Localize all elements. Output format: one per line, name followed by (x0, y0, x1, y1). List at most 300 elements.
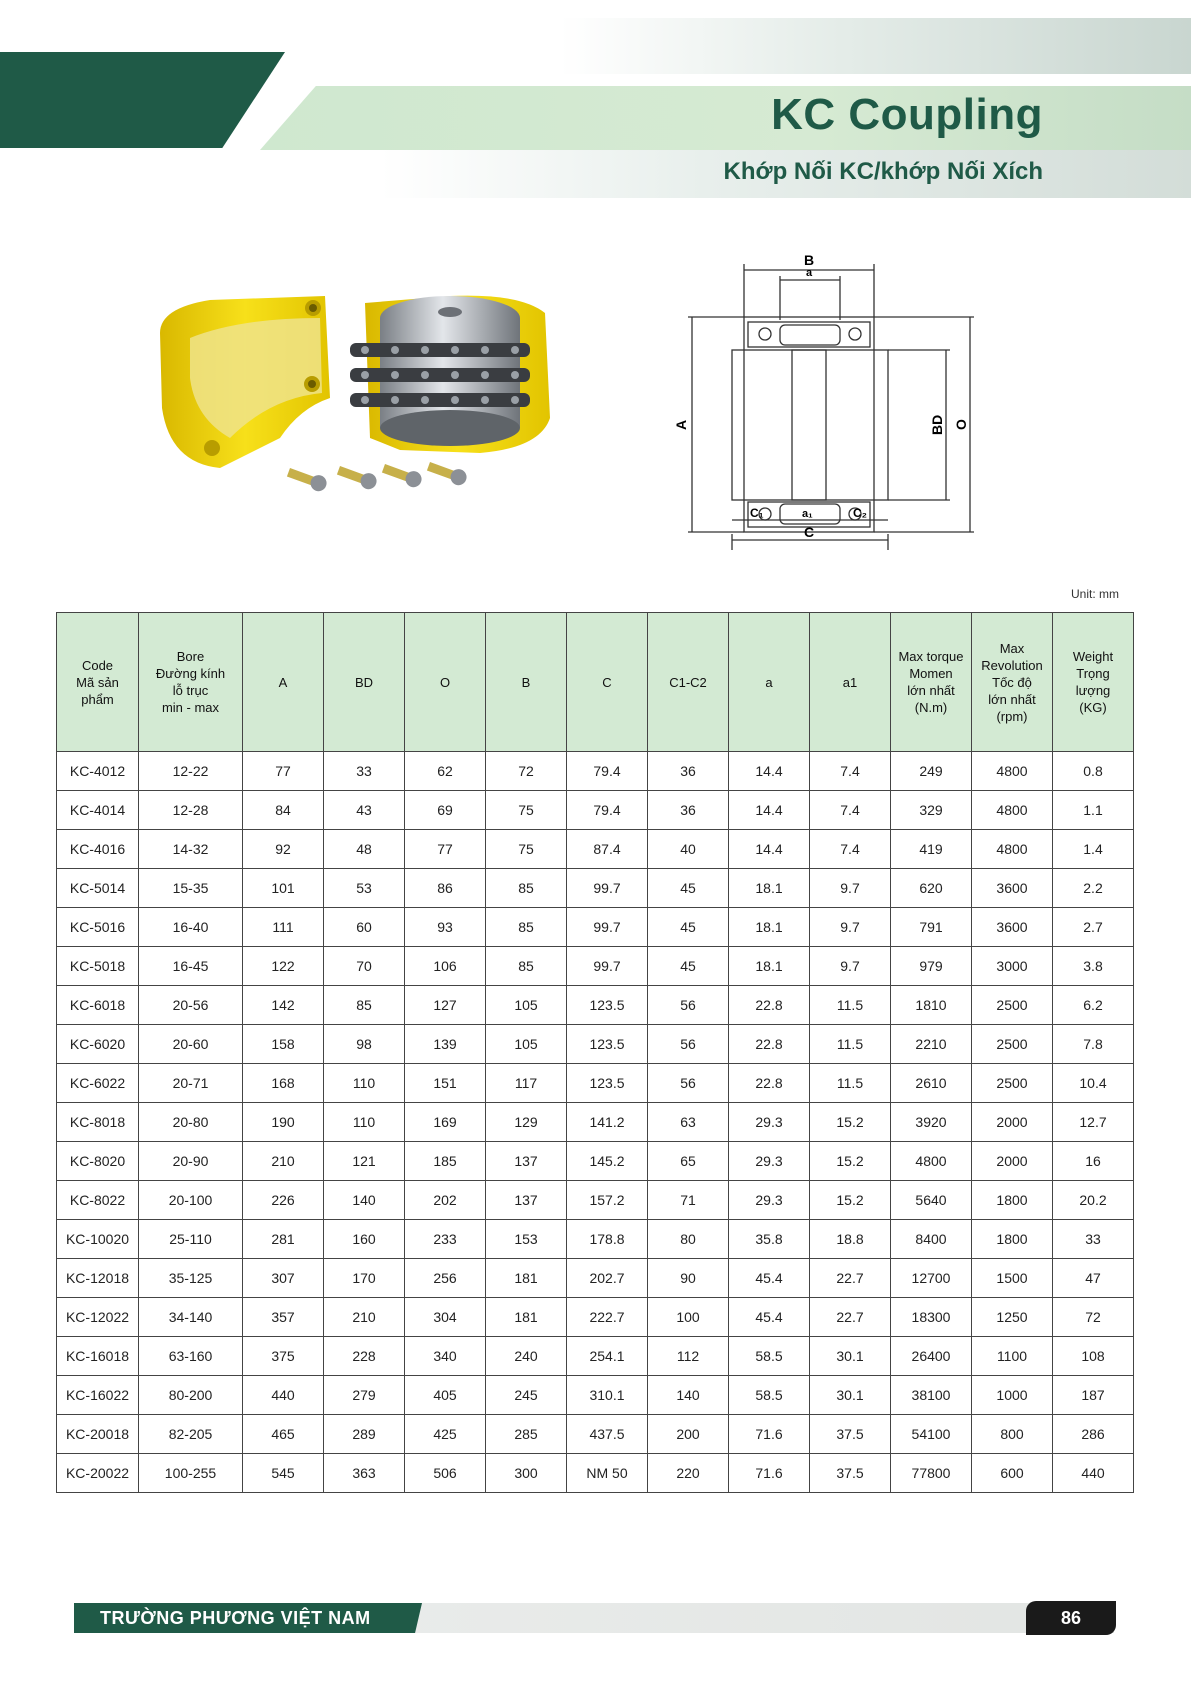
table-cell: NM 50 (567, 1454, 648, 1493)
table-cell: 11.5 (810, 1064, 891, 1103)
table-cell: 20-71 (139, 1064, 243, 1103)
column-header: O (405, 613, 486, 752)
table-cell: 307 (243, 1259, 324, 1298)
table-cell: 22.7 (810, 1298, 891, 1337)
table-cell: 12700 (891, 1259, 972, 1298)
table-cell: 47 (1053, 1259, 1134, 1298)
table-cell: 45 (648, 947, 729, 986)
table-cell: 160 (324, 1220, 405, 1259)
table-header-row (57, 613, 1134, 752)
table-row (57, 830, 1134, 869)
table-cell: 127 (405, 986, 486, 1025)
table-cell: 35.8 (729, 1220, 810, 1259)
column-header: Bore Đường kính lỗ trục min - max (139, 613, 243, 752)
table-row (57, 908, 1134, 947)
spec-table (56, 612, 1134, 1493)
table-cell: 20-80 (139, 1103, 243, 1142)
column-header: Max Revolution Tốc độ lớn nhất (rpm) (972, 613, 1053, 752)
table-cell: 256 (405, 1259, 486, 1298)
table-cell: 1800 (972, 1220, 1053, 1259)
table-cell: 226 (243, 1181, 324, 1220)
table-cell: KC-4012 (57, 752, 139, 791)
table-row (57, 1454, 1134, 1493)
table-cell: 85 (486, 869, 567, 908)
table-row (57, 1337, 1134, 1376)
table-cell: 228 (324, 1337, 405, 1376)
table-cell: 112 (648, 1337, 729, 1376)
table-cell: 329 (891, 791, 972, 830)
table-cell: 4800 (891, 1142, 972, 1181)
table-cell: 22.7 (810, 1259, 891, 1298)
table-cell: 40 (648, 830, 729, 869)
table-cell: 1500 (972, 1259, 1053, 1298)
table-cell: 202.7 (567, 1259, 648, 1298)
table-cell: 20-100 (139, 1181, 243, 1220)
table-cell: 63-160 (139, 1337, 243, 1376)
table-cell: 20-90 (139, 1142, 243, 1181)
table-cell: 45.4 (729, 1259, 810, 1298)
table-cell: 99.7 (567, 947, 648, 986)
table-cell: 145.2 (567, 1142, 648, 1181)
table-cell: 419 (891, 830, 972, 869)
table-cell: 240 (486, 1337, 567, 1376)
table-cell: 181 (486, 1259, 567, 1298)
table-cell: KC-8018 (57, 1103, 139, 1142)
table-cell: 36 (648, 791, 729, 830)
table-cell: 9.7 (810, 908, 891, 947)
footer-company: TRƯỜNG PHƯƠNG VIỆT NAM (100, 1608, 371, 1628)
table-cell: 158 (243, 1025, 324, 1064)
table-cell: 190 (243, 1103, 324, 1142)
table-cell: 77 (243, 752, 324, 791)
header-title-band (260, 86, 1191, 150)
table-cell: 1810 (891, 986, 972, 1025)
table-cell: 25-110 (139, 1220, 243, 1259)
table-cell: KC-12022 (57, 1298, 139, 1337)
table-cell: 2500 (972, 1064, 1053, 1103)
table-row (57, 1025, 1134, 1064)
table-cell: 3600 (972, 908, 1053, 947)
table-cell: 85 (486, 908, 567, 947)
page-subtitle: Khớp Nối KC/khớp Nối Xích (723, 158, 1043, 185)
table-cell: 9.7 (810, 869, 891, 908)
table-cell: 1100 (972, 1337, 1053, 1376)
table-cell: 220 (648, 1454, 729, 1493)
table-cell: 3920 (891, 1103, 972, 1142)
table-cell: KC-16022 (57, 1376, 139, 1415)
column-header: Max torque Momen lớn nhất (N.m) (891, 613, 972, 752)
table-cell: 11.5 (810, 1025, 891, 1064)
table-cell: 30.1 (810, 1337, 891, 1376)
table-cell: 77 (405, 830, 486, 869)
table-cell: 2000 (972, 1142, 1053, 1181)
table-cell: 99.7 (567, 908, 648, 947)
table-cell: KC-12018 (57, 1259, 139, 1298)
table-cell: 122 (243, 947, 324, 986)
table-cell: 1250 (972, 1298, 1053, 1337)
table-cell: 22.8 (729, 1064, 810, 1103)
table-cell: 1.4 (1053, 830, 1134, 869)
table-cell: 29.3 (729, 1103, 810, 1142)
table-cell: 82-205 (139, 1415, 243, 1454)
table-cell: 85 (486, 947, 567, 986)
table-cell: 16-45 (139, 947, 243, 986)
table-row (57, 947, 1134, 986)
table-cell: 110 (324, 1064, 405, 1103)
table-cell: 123.5 (567, 1064, 648, 1103)
table-cell: 14.4 (729, 752, 810, 791)
table-cell: 18.8 (810, 1220, 891, 1259)
table-cell: 60 (324, 908, 405, 947)
table-cell: 620 (891, 869, 972, 908)
table-cell: 16-40 (139, 908, 243, 947)
table-cell: 141.2 (567, 1103, 648, 1142)
table-cell: 222.7 (567, 1298, 648, 1337)
table-cell: 285 (486, 1415, 567, 1454)
table-cell: 56 (648, 1025, 729, 1064)
dim-label-A: A (673, 419, 689, 430)
table-cell: 86 (405, 869, 486, 908)
table-cell: 72 (1053, 1298, 1134, 1337)
column-header: a (729, 613, 810, 752)
table-cell: 1800 (972, 1181, 1053, 1220)
coupling-photo (150, 288, 610, 528)
table-cell: 300 (486, 1454, 567, 1493)
table-cell: 63 (648, 1103, 729, 1142)
table-cell: 2500 (972, 986, 1053, 1025)
dim-label-a: a (806, 267, 813, 279)
table-cell: 98 (324, 1025, 405, 1064)
table-cell: 405 (405, 1376, 486, 1415)
table-cell: 2210 (891, 1025, 972, 1064)
table-cell: 105 (486, 1025, 567, 1064)
table-cell: 0.8 (1053, 752, 1134, 791)
dim-label-C: C (804, 524, 815, 540)
table-cell: 29.3 (729, 1181, 810, 1220)
table-cell: 80 (648, 1220, 729, 1259)
table-cell: 99.7 (567, 869, 648, 908)
table-row (57, 1064, 1134, 1103)
column-header: Code Mã sản phẩm (57, 613, 139, 752)
column-header: C (567, 613, 648, 752)
table-cell: 58.5 (729, 1337, 810, 1376)
table-cell: 6.2 (1053, 986, 1134, 1025)
table-cell: 279 (324, 1376, 405, 1415)
table-cell: 139 (405, 1025, 486, 1064)
table-cell: 440 (1053, 1454, 1134, 1493)
table-cell: KC-8020 (57, 1142, 139, 1181)
table-cell: 2.2 (1053, 869, 1134, 908)
table-row (57, 1298, 1134, 1337)
page-number: 86 (1026, 1601, 1116, 1635)
table-cell: 181 (486, 1298, 567, 1337)
table-cell: 33 (324, 752, 405, 791)
table-cell: 15-35 (139, 869, 243, 908)
table-cell: 71 (648, 1181, 729, 1220)
table-cell: 45 (648, 908, 729, 947)
table-cell: 286 (1053, 1415, 1134, 1454)
table-cell: 105 (486, 986, 567, 1025)
table-cell: 56 (648, 986, 729, 1025)
table-cell: 15.2 (810, 1142, 891, 1181)
table-cell: 71.6 (729, 1454, 810, 1493)
table-cell: 37.5 (810, 1454, 891, 1493)
table-cell: 7.4 (810, 752, 891, 791)
table-cell: 58.5 (729, 1376, 810, 1415)
table-cell: 101 (243, 869, 324, 908)
table-cell: 7.8 (1053, 1025, 1134, 1064)
table-cell: 437.5 (567, 1415, 648, 1454)
table-cell: 2500 (972, 1025, 1053, 1064)
table-cell: 1.1 (1053, 791, 1134, 830)
table-cell: 37.5 (810, 1415, 891, 1454)
table-cell: 249 (891, 752, 972, 791)
table-cell: KC-20022 (57, 1454, 139, 1493)
table-cell: 110 (324, 1103, 405, 1142)
table-cell: KC-4014 (57, 791, 139, 830)
table-row (57, 1220, 1134, 1259)
table-cell: 45 (648, 869, 729, 908)
table-cell: 3.8 (1053, 947, 1134, 986)
table-cell: 210 (243, 1142, 324, 1181)
table-cell: 2000 (972, 1103, 1053, 1142)
dim-label-C2: C₂ (853, 506, 867, 520)
table-row (57, 1415, 1134, 1454)
table-cell: 36 (648, 752, 729, 791)
table-cell: 304 (405, 1298, 486, 1337)
table-cell: 9.7 (810, 947, 891, 986)
table-cell: 210 (324, 1298, 405, 1337)
table-cell: 15.2 (810, 1181, 891, 1220)
table-cell: 92 (243, 830, 324, 869)
table-cell: 254.1 (567, 1337, 648, 1376)
table-cell: KC-6022 (57, 1064, 139, 1103)
table-row (57, 1142, 1134, 1181)
table-cell: 202 (405, 1181, 486, 1220)
table-cell: 20-60 (139, 1025, 243, 1064)
table-cell: 800 (972, 1415, 1053, 1454)
table-cell: 38100 (891, 1376, 972, 1415)
table-cell: 85 (324, 986, 405, 1025)
table-cell: 10.4 (1053, 1064, 1134, 1103)
page-title: KC Coupling (771, 90, 1043, 139)
table-cell: 7.4 (810, 791, 891, 830)
table-cell: 90 (648, 1259, 729, 1298)
table-cell: 22.8 (729, 986, 810, 1025)
table-cell: 18.1 (729, 947, 810, 986)
table-cell: 29.3 (729, 1142, 810, 1181)
table-cell: 440 (243, 1376, 324, 1415)
table-cell: 791 (891, 908, 972, 947)
column-header: B (486, 613, 567, 752)
table-cell: 600 (972, 1454, 1053, 1493)
table-cell: 140 (648, 1376, 729, 1415)
table-cell: 137 (486, 1181, 567, 1220)
table-cell: 18.1 (729, 908, 810, 947)
table-cell: KC-4016 (57, 830, 139, 869)
table-cell: 170 (324, 1259, 405, 1298)
table-cell: 157.2 (567, 1181, 648, 1220)
table-cell: 79.4 (567, 752, 648, 791)
table-cell: 22.8 (729, 1025, 810, 1064)
dim-label-BD: BD (929, 414, 945, 435)
table-body (57, 752, 1134, 1493)
table-row (57, 791, 1134, 830)
column-header: A (243, 613, 324, 752)
table-cell: 425 (405, 1415, 486, 1454)
table-cell: 4800 (972, 791, 1053, 830)
table-cell: 2.7 (1053, 908, 1134, 947)
table-cell: 45.4 (729, 1298, 810, 1337)
column-header: C1-C2 (648, 613, 729, 752)
table-cell: 281 (243, 1220, 324, 1259)
table-cell: KC-6018 (57, 986, 139, 1025)
table-cell: 185 (405, 1142, 486, 1181)
table-cell: KC-5018 (57, 947, 139, 986)
table-cell: 43 (324, 791, 405, 830)
table-cell: KC-16018 (57, 1337, 139, 1376)
table-cell: 3600 (972, 869, 1053, 908)
column-header: Weight Trọng lượng (KG) (1053, 613, 1134, 752)
table-cell: 4800 (972, 830, 1053, 869)
column-header: BD (324, 613, 405, 752)
table-cell: 375 (243, 1337, 324, 1376)
table-cell: 3000 (972, 947, 1053, 986)
table-cell: 153 (486, 1220, 567, 1259)
table-cell: 506 (405, 1454, 486, 1493)
dim-label-B: B (804, 252, 815, 268)
table-cell: 111 (243, 908, 324, 947)
table-cell: 56 (648, 1064, 729, 1103)
table-cell: 357 (243, 1298, 324, 1337)
table-cell: 245 (486, 1376, 567, 1415)
table-cell: 289 (324, 1415, 405, 1454)
table-cell: 12-28 (139, 791, 243, 830)
table-cell: 142 (243, 986, 324, 1025)
table-cell: 62 (405, 752, 486, 791)
table-cell: 26400 (891, 1337, 972, 1376)
table-cell: 93 (405, 908, 486, 947)
dim-label-C1: C₁ (750, 506, 764, 520)
table-cell: KC-5016 (57, 908, 139, 947)
table-row (57, 1103, 1134, 1142)
table-cell: 70 (324, 947, 405, 986)
table-cell: 979 (891, 947, 972, 986)
table-cell: 4800 (972, 752, 1053, 791)
table-cell: 363 (324, 1454, 405, 1493)
table-cell: 169 (405, 1103, 486, 1142)
table-cell: 14.4 (729, 791, 810, 830)
table-cell: 121 (324, 1142, 405, 1181)
table-row (57, 752, 1134, 791)
table-cell: 117 (486, 1064, 567, 1103)
table-cell: 233 (405, 1220, 486, 1259)
table-cell: 137 (486, 1142, 567, 1181)
table-cell: 140 (324, 1181, 405, 1220)
table-cell: 187 (1053, 1376, 1134, 1415)
table-cell: 18300 (891, 1298, 972, 1337)
header-top-band (560, 18, 1191, 74)
table-row (57, 1181, 1134, 1220)
table-cell: 123.5 (567, 1025, 648, 1064)
table-cell: 84 (243, 791, 324, 830)
table-cell: KC-8022 (57, 1181, 139, 1220)
table-cell: 79.4 (567, 791, 648, 830)
dim-label-a1: a₁ (802, 508, 813, 520)
table-cell: 1000 (972, 1376, 1053, 1415)
table-row (57, 986, 1134, 1025)
table-cell: 16 (1053, 1142, 1134, 1181)
table-cell: 65 (648, 1142, 729, 1181)
table-cell: 18.1 (729, 869, 810, 908)
table-cell: 129 (486, 1103, 567, 1142)
dim-label-O: O (953, 419, 969, 430)
table-cell: 12.7 (1053, 1103, 1134, 1142)
table-cell: 465 (243, 1415, 324, 1454)
table-cell: 33 (1053, 1220, 1134, 1259)
table-cell: 168 (243, 1064, 324, 1103)
table-cell: 12-22 (139, 752, 243, 791)
table-cell: 100 (648, 1298, 729, 1337)
table-cell: 54100 (891, 1415, 972, 1454)
header-dark-accent (0, 52, 285, 148)
dimension-drawing (670, 250, 1060, 550)
table-cell: 80-200 (139, 1376, 243, 1415)
table-cell: 11.5 (810, 986, 891, 1025)
table-cell: 100-255 (139, 1454, 243, 1493)
table-cell: 14-32 (139, 830, 243, 869)
table-cell: 77800 (891, 1454, 972, 1493)
table-cell: KC-6020 (57, 1025, 139, 1064)
table-cell: KC-20018 (57, 1415, 139, 1454)
table-cell: 5640 (891, 1181, 972, 1220)
table-cell: 123.5 (567, 986, 648, 1025)
table-cell: 545 (243, 1454, 324, 1493)
table-cell: 14.4 (729, 830, 810, 869)
table-cell: 310.1 (567, 1376, 648, 1415)
table-cell: 48 (324, 830, 405, 869)
table-cell: 69 (405, 791, 486, 830)
table-row (57, 1259, 1134, 1298)
table-cell: 30.1 (810, 1376, 891, 1415)
unit-label: Unit: mm (1071, 587, 1119, 601)
table-cell: 108 (1053, 1337, 1134, 1376)
table-cell: 71.6 (729, 1415, 810, 1454)
table-cell: 106 (405, 947, 486, 986)
table-cell: 151 (405, 1064, 486, 1103)
table-cell: 8400 (891, 1220, 972, 1259)
table-cell: 34-140 (139, 1298, 243, 1337)
table-cell: KC-5014 (57, 869, 139, 908)
table-cell: 15.2 (810, 1103, 891, 1142)
table-cell: 178.8 (567, 1220, 648, 1259)
table-cell: KC-10020 (57, 1220, 139, 1259)
table-cell: 20.2 (1053, 1181, 1134, 1220)
table-row (57, 1376, 1134, 1415)
table-cell: 87.4 (567, 830, 648, 869)
column-header: a1 (810, 613, 891, 752)
table-cell: 75 (486, 791, 567, 830)
table-cell: 20-56 (139, 986, 243, 1025)
table-cell: 200 (648, 1415, 729, 1454)
table-cell: 7.4 (810, 830, 891, 869)
table-cell: 75 (486, 830, 567, 869)
table-cell: 53 (324, 869, 405, 908)
table-row (57, 869, 1134, 908)
table-cell: 340 (405, 1337, 486, 1376)
table-cell: 35-125 (139, 1259, 243, 1298)
table-cell: 2610 (891, 1064, 972, 1103)
